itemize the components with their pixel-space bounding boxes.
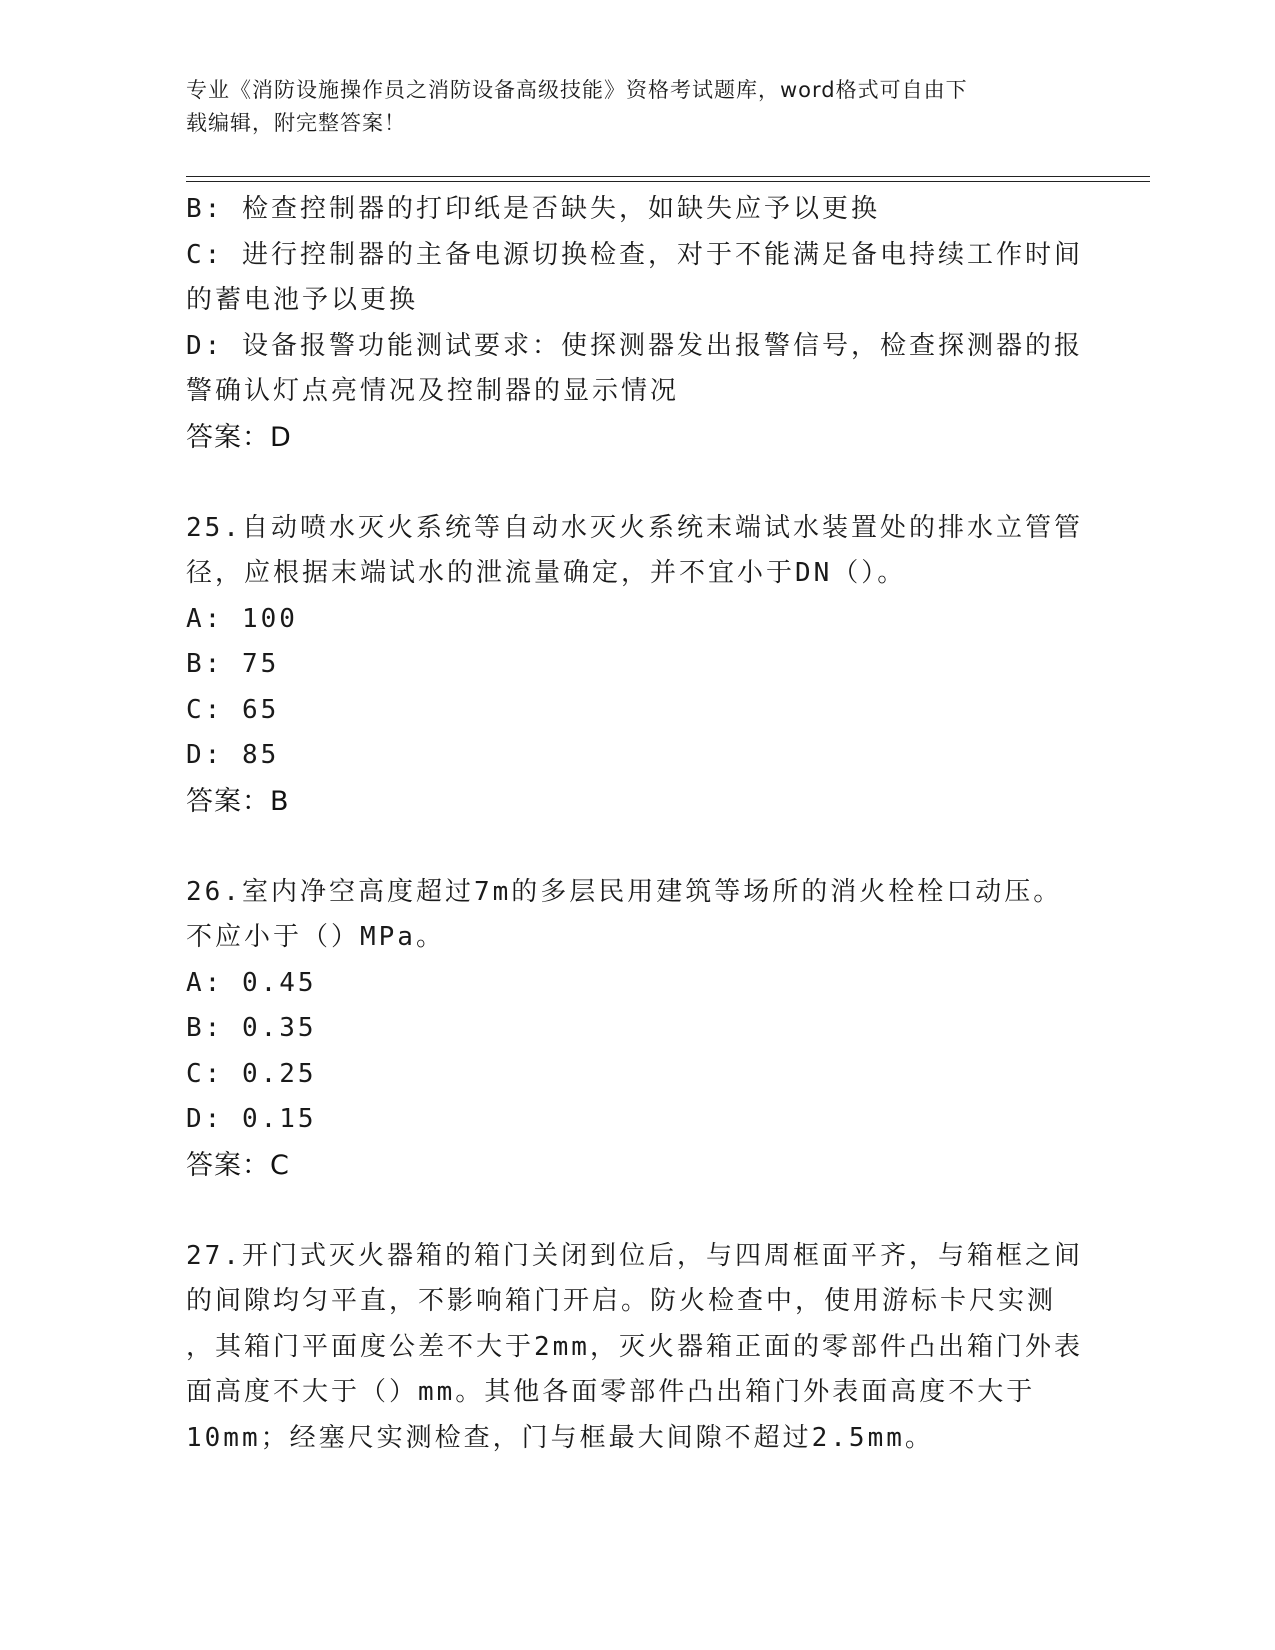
question-stem: ，其箱门平面度公差不大于2mm，灭火器箱正面的零部件凸出箱门外表 — [186, 1331, 1083, 1362]
spacer — [186, 1188, 1086, 1234]
question-stem: 的间隙均匀平直，不影响箱门开启。防火检查中，使用游标卡尺实测 — [186, 1286, 1057, 1316]
question-stem: 25.自动喷水灭火系统等自动水灭火系统末端试水装置处的排水立管管 — [186, 512, 1083, 543]
header-line-2: 载编辑，附完整答案！ — [186, 111, 406, 135]
option-line: C: 0.25 — [186, 1058, 317, 1089]
option-line: C: 65 — [186, 694, 280, 725]
spacer — [186, 824, 1086, 870]
header-divider-bottom — [186, 181, 1150, 182]
option-line: B: 0.35 — [186, 1013, 317, 1043]
option-line: B: 75 — [186, 649, 280, 679]
answer-label: 答案：D — [186, 421, 292, 453]
answer-label: 答案：C — [186, 1149, 290, 1181]
spacer — [186, 460, 1086, 506]
question-block-prev — [186, 187, 1086, 460]
question-stem: 26.室内净空高度超过7m的多层民用建筑等场所的消火栓栓口动压。 — [186, 876, 1063, 907]
question-block-27 — [186, 1234, 1086, 1462]
question-stem: 不应小于（）MPa。 — [186, 922, 445, 952]
question-stem: 27.开门式灭火器箱的箱门关闭到位后，与四周框面平齐，与箱框之间 — [186, 1240, 1083, 1271]
question-stem: 面高度不大于（）mm。其他各面零部件凸出箱门外表面高度不大于 — [186, 1377, 1036, 1407]
option-line: 的蓄电池予以更换 — [186, 285, 419, 315]
question-content — [186, 187, 1086, 1461]
option-line: C: 进行控制器的主备电源切换检查，对于不能满足备电持续工作时间 — [186, 239, 1083, 270]
option-line: D: 85 — [186, 740, 280, 770]
header-divider-top — [186, 176, 1150, 177]
option-line: 警确认灯点亮情况及控制器的显示情况 — [186, 376, 680, 406]
question-stem: 10mm；经塞尺实测检查，门与框最大间隙不超过2.5mm。 — [186, 1422, 934, 1453]
header-line-1: 专业《消防设施操作员之消防设备高级技能》资格考试题库，word格式可自由下 — [186, 78, 968, 102]
question-block-26 — [186, 870, 1086, 1189]
option-line: A: 0.45 — [186, 967, 317, 998]
option-line: B: 检查控制器的打印纸是否缺失，如缺失应予以更换 — [186, 194, 880, 224]
option-line: D: 0.15 — [186, 1104, 317, 1134]
question-stem: 径，应根据末端试水的泄流量确定，并不宜小于DN（）。 — [186, 558, 907, 588]
document-header — [186, 74, 1066, 140]
question-block-25 — [186, 506, 1086, 825]
answer-label: 答案：B — [186, 785, 290, 817]
option-line: D: 设备报警功能测试要求：使探测器发出报警信号，检查探测器的报 — [186, 330, 1083, 361]
option-line: A: 100 — [186, 603, 298, 634]
